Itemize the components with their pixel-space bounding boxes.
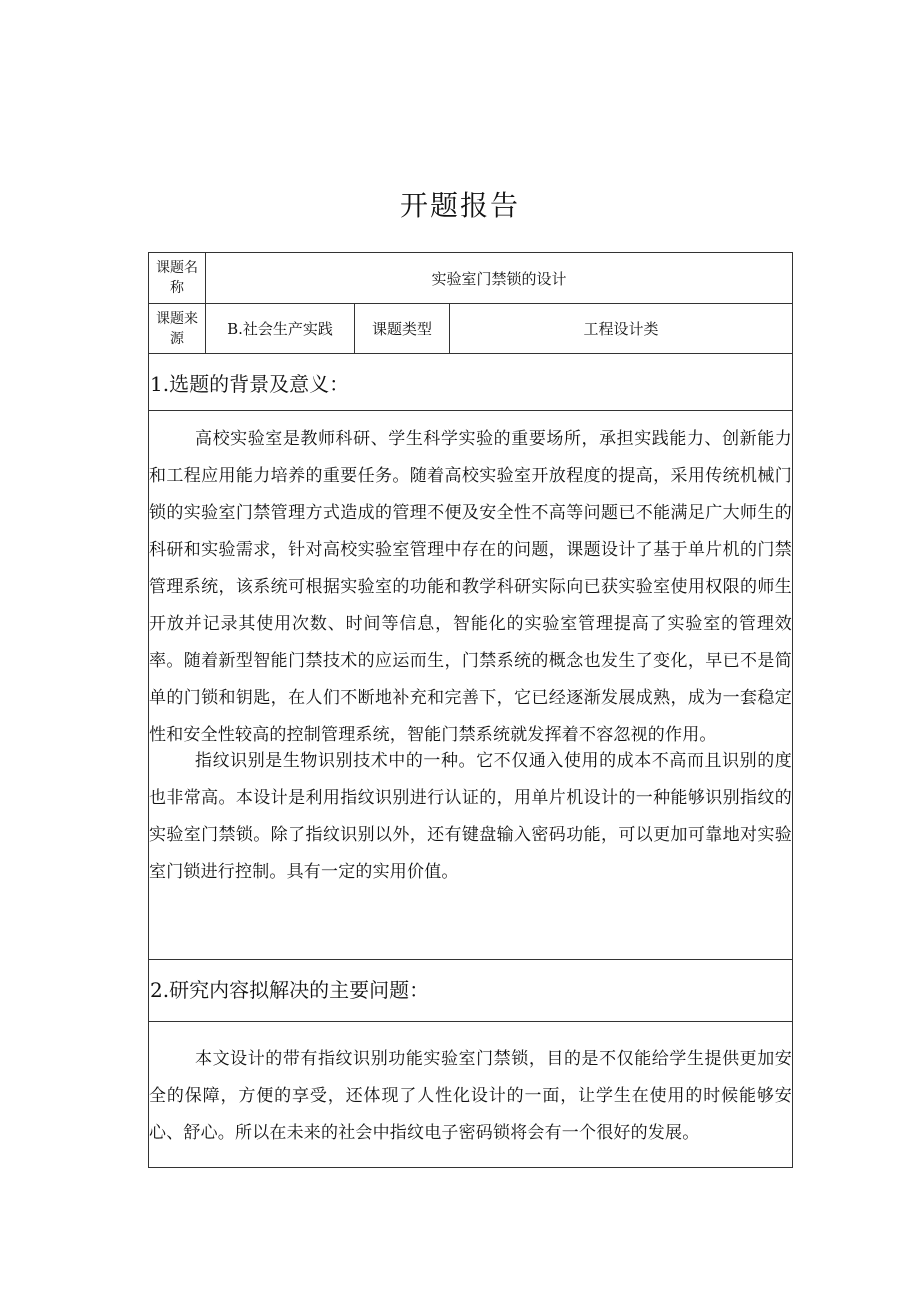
topic-name-label: 课题名称 [156,260,198,296]
section-2-paragraph: 本文设计的带有指纹识别功能实验室门禁锁，目的是不仅能给学生提供更加安全的保障，方便的享受，还体现了人性化设计的一面，让学生在使用的时候能够安心、舒心。所以在未来的社会中指纹电子密码锁将会有一个很好的发展。 [149,1049,792,1143]
topic-type-label: 课题类型 [371,320,432,338]
section-1-paragraph: 指纹识别是生物识别技术中的一种。它不仅通入使用的成本不高而且识别的度也非常高。本设计是利用指纹识别进行认证的，用单片机设计的一种能够识别指纹的实验室门禁锁。除了指纹识别以外，还有键盘输入密码功能，可以更加可靠地对实验室门锁进行控制。具有一定的实用价值。 [149,751,792,882]
topic-source-label: 课题来源 [156,310,198,347]
proposal-table [148,252,793,1168]
topic-name-value: 实验室门禁锁的设计 [431,269,567,288]
section-2-heading: 2.研究内容拟解决的主要问题： [150,978,430,1002]
topic-type-value: 工程设计类 [583,320,659,338]
topic-source-value: B.社会生产实践 [227,320,333,338]
section-1-paragraph: 高校实验室是教师科研、学生科学实验的重要场所，承担实践能力、创新能力和工程应用能力培养的重要任务。随着高校实验室开放程度的提高，采用传统机械门锁的实验室门禁管理方式造成的管理不便及安全性不高等问题已不能满足广大师生的科研和实验需求，针对高校实验室管理中存在的问题，课题设计了基于单片机的门禁管理系统，该系统可根据实验室的功能和教学科研实际向已获实验室使用权限的师生开放并记录其使用次数、时间等信息，智能化的实验室管理提高了实验室的管理效率。随着新型智能门禁技术的应运而生，门禁系统的概念也发生了变化，早已不是简单的门锁和钥匙，在人们不断地补充和完善下，它已经逐渐发展成熟，成为一套稳定性和安全性较高的控制管理系统，智能门禁系统就发挥着不容忽视的作用。 [149,429,792,745]
section-1-heading: 1.选题的背景及意义： [150,372,350,396]
page-title: 开题报告 [399,189,520,222]
